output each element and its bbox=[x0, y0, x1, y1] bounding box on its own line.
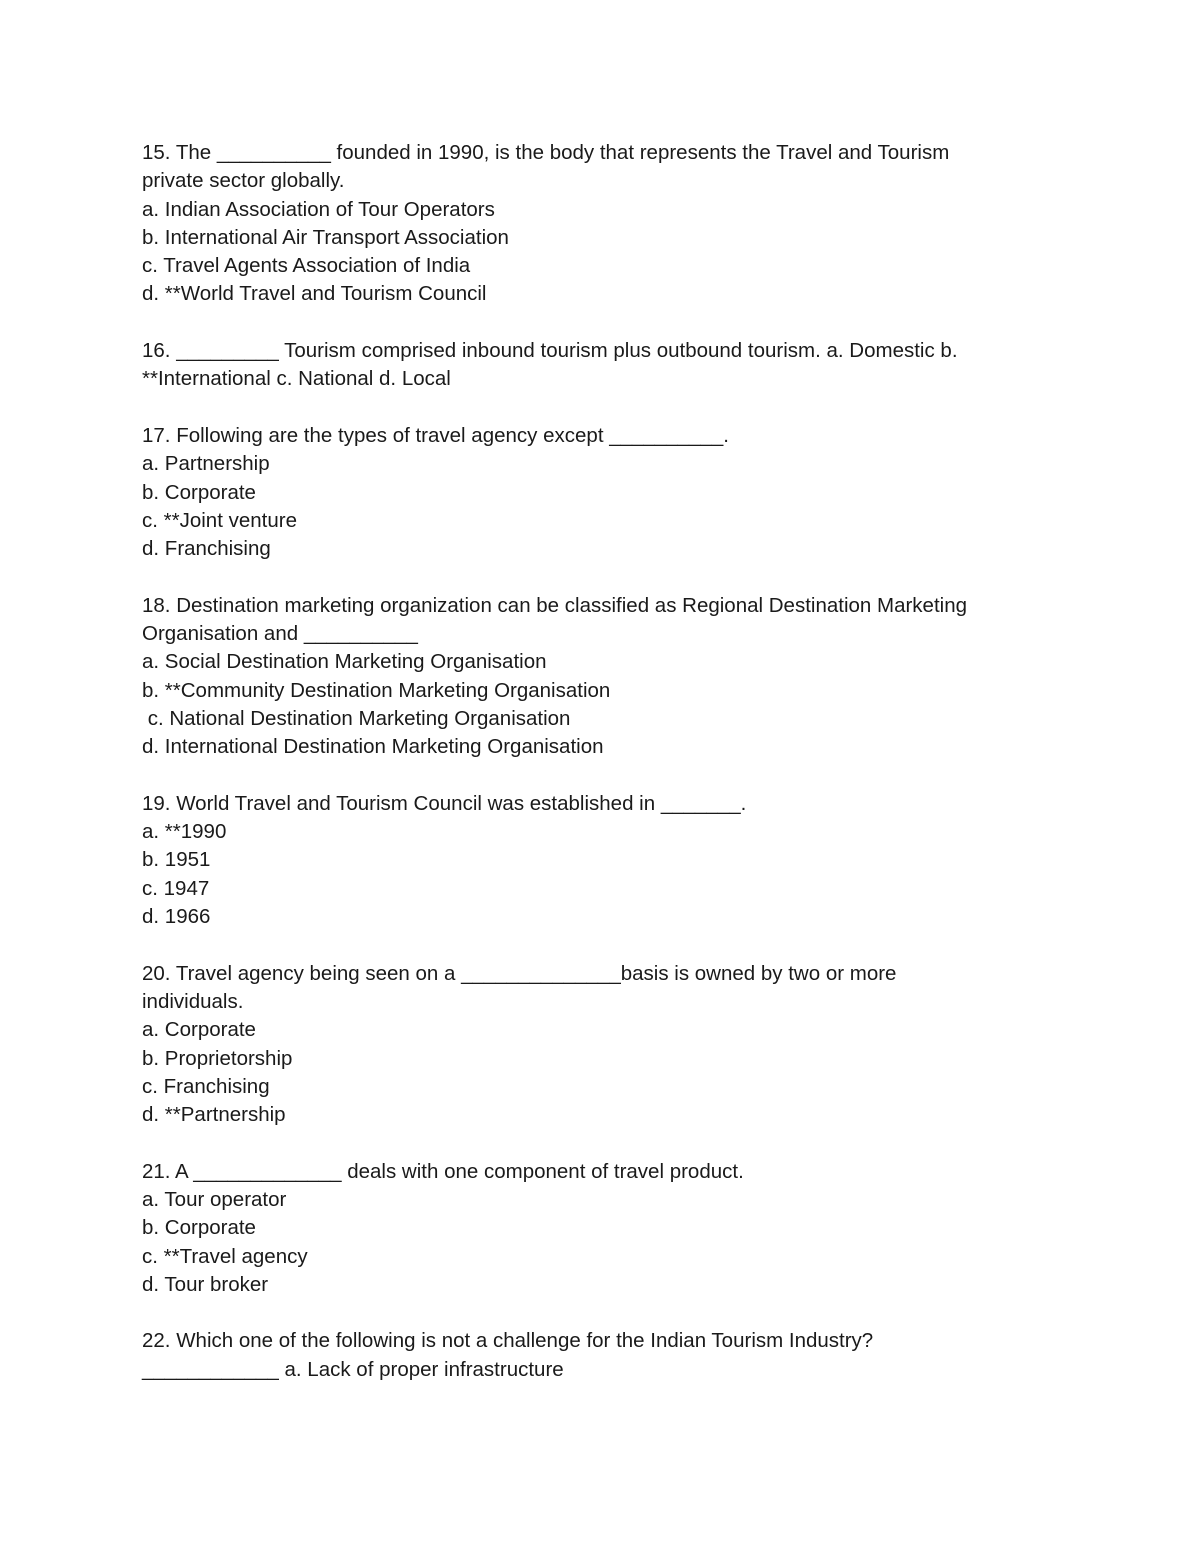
answer-option: b. Corporate bbox=[142, 1216, 256, 1240]
answer-option: d. Tour broker bbox=[142, 1272, 269, 1296]
question-text: 18. Destination marketing organization can be classified as Regional Destination Marketing bbox=[142, 593, 968, 617]
answer-option: c. Franchising bbox=[142, 1074, 270, 1098]
answer-option: a. Partnership bbox=[142, 452, 270, 476]
answer-option: c. National Destination Marketing Organisation bbox=[142, 706, 571, 730]
question-17 bbox=[142, 422, 1042, 563]
question-text: individuals. bbox=[142, 989, 244, 1013]
answer-option: a. Tour operator bbox=[142, 1187, 287, 1211]
answer-option: b. **Community Destination Marketing Organisation bbox=[142, 678, 611, 702]
question-text: 21. A _____________ deals with one component of travel product. bbox=[142, 1159, 744, 1183]
answer-option: c. 1947 bbox=[142, 876, 210, 900]
question-text: 16. _________ Tourism comprised inbound tourism plus outbound tourism. a. Domestic b. bbox=[142, 339, 958, 363]
answer-option: d. Franchising bbox=[142, 537, 271, 561]
answer-option: d. **World Travel and Tourism Council bbox=[142, 282, 487, 306]
question-18 bbox=[142, 592, 1042, 762]
question-16 bbox=[142, 337, 1042, 394]
question-22 bbox=[142, 1327, 1042, 1384]
answer-option: d. **Partnership bbox=[142, 1103, 286, 1127]
question-text: 17. Following are the types of travel agency except __________. bbox=[142, 423, 729, 447]
question-15 bbox=[142, 139, 1042, 309]
question-text: Organisation and __________ bbox=[142, 622, 418, 646]
answer-option: b. Corporate bbox=[142, 480, 256, 504]
question-text: private sector globally. bbox=[142, 169, 345, 193]
answer-option: b. 1951 bbox=[142, 848, 211, 872]
answer-option: a. Corporate bbox=[142, 1018, 256, 1042]
document-page bbox=[142, 139, 1042, 1412]
answer-option: b. International Air Transport Association bbox=[142, 225, 509, 249]
answer-option: b. Proprietorship bbox=[142, 1046, 293, 1070]
answer-option: a. Social Destination Marketing Organisation bbox=[142, 650, 547, 674]
question-text: 20. Travel agency being seen on a ______________basis is owned by two or more bbox=[142, 961, 897, 985]
answer-option: a. Indian Association of Tour Operators bbox=[142, 197, 495, 221]
answer-option: d. International Destination Marketing Organisation bbox=[142, 735, 604, 759]
question-21 bbox=[142, 1158, 1042, 1299]
answer-option: c. **Travel agency bbox=[142, 1244, 308, 1268]
question-text: 15. The __________ founded in 1990, is the body that represents the Travel and Tourism bbox=[142, 141, 950, 164]
question-20 bbox=[142, 960, 1042, 1130]
question-text: 19. World Travel and Tourism Council was established in _______. bbox=[142, 791, 747, 815]
answer-option: d. 1966 bbox=[142, 905, 211, 929]
question-text: **International c. National d. Local bbox=[142, 367, 451, 391]
question-19 bbox=[142, 790, 1042, 931]
question-text: ____________ a. Lack of proper infrastructure bbox=[142, 1357, 564, 1381]
answer-option: c. Travel Agents Association of India bbox=[142, 254, 471, 278]
answer-option: c. **Joint venture bbox=[142, 508, 297, 532]
question-text: 22. Which one of the following is not a challenge for the Indian Tourism Industry? bbox=[142, 1329, 874, 1353]
answer-option: a. **1990 bbox=[142, 820, 227, 844]
